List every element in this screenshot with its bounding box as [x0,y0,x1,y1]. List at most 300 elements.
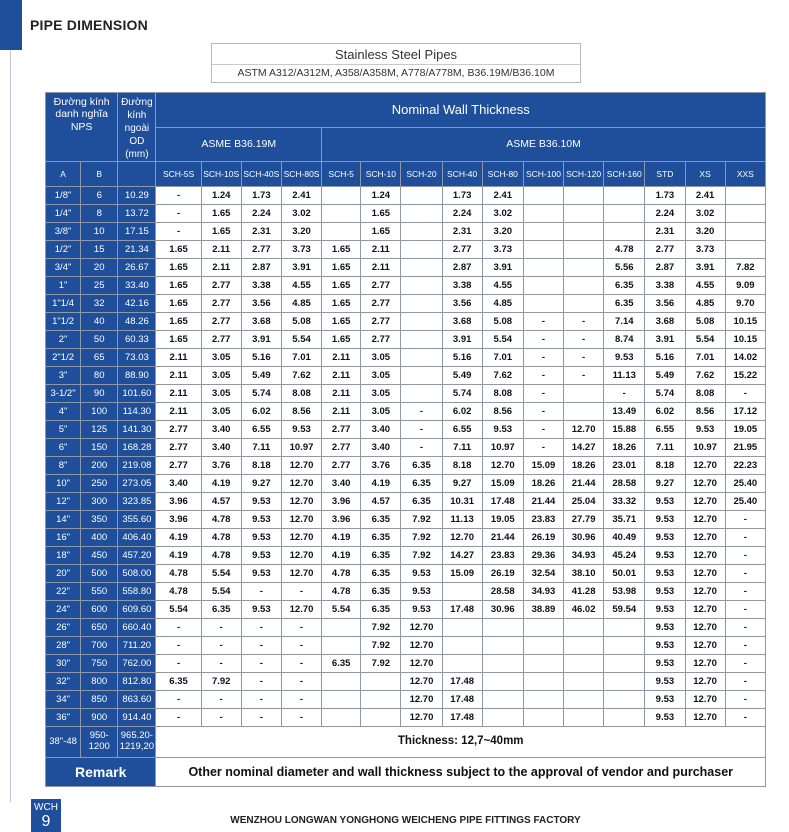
od-cell: 33.40 [118,277,156,295]
thickness-cell: 4.78 [604,241,645,259]
nps-a-cell: 1"1/2 [46,313,81,331]
thickness-cell: 2.11 [361,259,401,277]
remark-label: Remark [46,758,156,787]
thickness-cell: - [201,691,241,709]
thickness-cell: 3.56 [442,295,482,313]
thickness-cell: - [725,691,765,709]
thickness-cell: 4.78 [156,583,201,601]
thickness-cell: 3.38 [442,277,482,295]
thickness-cell: 1.65 [322,241,361,259]
thickness-cell: 8.18 [645,457,685,475]
thickness-cell: 12.70 [281,457,321,475]
thickness-cell: 2.41 [482,187,523,205]
thickness-cell [361,673,401,691]
thickness-cell: 3.20 [685,223,725,241]
thickness-cell: 13.49 [604,403,645,421]
nps-a-cell: 3/4" [46,259,81,277]
thickness-cell: 4.78 [322,583,361,601]
od-cell: 21.34 [118,241,156,259]
page-heading: PIPE DIMENSION [30,17,148,33]
thickness-cell [725,205,765,223]
thickness-cell [604,655,645,673]
thickness-cell: 9.70 [725,295,765,313]
table-row [46,529,766,547]
nps-a-cell: 1"1/4 [46,295,81,313]
thickness-cell: 12.70 [401,655,442,673]
nps-b-cell: 80 [81,367,118,385]
thickness-cell: 9.53 [645,547,685,565]
thickness-cell: 8.56 [685,403,725,421]
thickness-cell: 3.05 [361,385,401,403]
nps-b-cell: 450 [81,547,118,565]
thickness-cell: 2.11 [361,241,401,259]
thickness-cell: 26.19 [523,529,563,547]
thickness-cell: 5.16 [442,349,482,367]
thickness-cell: 1.65 [156,259,201,277]
thickness-cell: 3.20 [281,223,321,241]
thickness-cell: 5.54 [322,601,361,619]
thickness-cell [523,295,563,313]
od-cell: 273.05 [118,475,156,493]
thickness-cell: - [564,349,604,367]
thickness-cell [322,673,361,691]
thickness-cell: 9.53 [645,529,685,547]
thickness-cell: - [201,709,241,727]
thickness-cell: 4.78 [322,565,361,583]
thickness-cell [322,637,361,655]
nps-a-cell: 6" [46,439,81,457]
od-cell: 114.30 [118,403,156,421]
thickness-cell [725,241,765,259]
thickness-cell: 59.54 [604,601,645,619]
thickness-cell: 4.19 [361,475,401,493]
nps-b-cell: 20 [81,259,118,277]
thickness-cell: 9.53 [645,673,685,691]
od-cell: 323.85 [118,493,156,511]
thickness-cell [564,637,604,655]
thickness-cell: 9.53 [685,421,725,439]
thickness-cell: 10.97 [482,439,523,457]
schedule-header: SCH-10 [361,162,401,187]
thickness-cell: 4.55 [685,277,725,295]
nps-a-cell: 36" [46,709,81,727]
table-row [46,187,766,205]
thickness-cell: 3.40 [361,421,401,439]
thickness-cell: 12.70 [281,529,321,547]
thickness-cell: 8.56 [281,403,321,421]
thickness-cell: 1.65 [361,205,401,223]
thickness-cell: 2.87 [645,259,685,277]
thickness-cell [322,619,361,637]
remark-row [46,758,766,787]
thickness-cell [401,349,442,367]
page-number: 9 [41,813,51,830]
thickness-cell: 6.55 [645,421,685,439]
thickness-cell: 12.70 [685,547,725,565]
thickness-cell: 12.70 [482,457,523,475]
schedule-header: STD [645,162,685,187]
table-row [46,223,766,241]
thickness-cell [564,673,604,691]
thickness-cell: 9.53 [645,583,685,601]
table-row [46,655,766,673]
thickness-cell: 9.27 [442,475,482,493]
thickness-cell [725,223,765,241]
thickness-cell: 9.53 [645,709,685,727]
nps-a-cell: 30" [46,655,81,673]
thickness-cell: 9.27 [241,475,281,493]
od-cell: 10.29 [118,187,156,205]
thickness-cell: 12.70 [685,493,725,511]
thickness-cell [401,331,442,349]
nps-a-cell: 32" [46,673,81,691]
thickness-cell: 34.93 [523,583,563,601]
thickness-cell: 5.49 [442,367,482,385]
col-b-header: B [81,162,118,187]
schedule-header: SCH-40 [442,162,482,187]
thickness-cell: 10.97 [685,439,725,457]
thickness-cell: 5.54 [482,331,523,349]
thickness-cell [322,223,361,241]
thickness-cell [725,187,765,205]
thickness-cell: 12.70 [685,691,725,709]
nps-b-cell: 15 [81,241,118,259]
table-row [46,619,766,637]
thickness-cell: 5.16 [241,349,281,367]
nps-a-cell: 1" [46,277,81,295]
margin-line [10,50,11,802]
thickness-cell [322,187,361,205]
thickness-cell: 6.55 [442,421,482,439]
thickness-cell: 10.15 [725,331,765,349]
thickness-cell: - [725,385,765,403]
thickness-cell: 9.53 [401,565,442,583]
footer-company: WENZHOU LONGWAN YONGHONG WEICHENG PIPE FITTINGS FACTORY [230,815,581,826]
thickness-cell: 2.41 [281,187,321,205]
thickness-cell: 2.77 [361,331,401,349]
thickness-cell: - [401,403,442,421]
thickness-cell: 2.31 [645,223,685,241]
thickness-cell: 23.83 [523,511,563,529]
thickness-cell: 17.12 [725,403,765,421]
thickness-cell [482,691,523,709]
thickness-cell: 2.77 [201,331,241,349]
thickness-cell: 2.77 [156,421,201,439]
thickness-cell: 34.93 [564,547,604,565]
thickness-cell: 4.19 [156,547,201,565]
thickness-cell: 17.48 [442,673,482,691]
od-cell: 73.03 [118,349,156,367]
schedule-header: XS [685,162,725,187]
thickness-cell: 4.78 [201,511,241,529]
thickness-cell: 14.27 [564,439,604,457]
thickness-cell: 7.01 [281,349,321,367]
thickness-cell [401,385,442,403]
thickness-cell: - [241,619,281,637]
thickness-cell: 3.40 [322,475,361,493]
table-row [46,493,766,511]
thickness-cell: 1.73 [241,187,281,205]
thickness-cell: 18.26 [604,439,645,457]
thickness-cell: 1.65 [201,205,241,223]
thickness-cell: 3.73 [482,241,523,259]
table-row [46,601,766,619]
nps-a-cell: 24" [46,601,81,619]
thickness-cell: 45.24 [604,547,645,565]
thickness-cell [322,205,361,223]
od-cell: 88.90 [118,367,156,385]
thickness-cell: 2.11 [156,367,201,385]
nps-b-cell: 600 [81,601,118,619]
thickness-cell: 15.09 [442,565,482,583]
thickness-cell: 38.10 [564,565,604,583]
thickness-cell: - [523,349,563,367]
thickness-cell: 3.68 [442,313,482,331]
nps-a-cell: 2" [46,331,81,349]
thickness-cell: 1.65 [156,241,201,259]
thickness-cell: 7.92 [361,637,401,655]
table-row [46,709,766,727]
thickness-cell: - [241,637,281,655]
thickness-cell: - [156,655,201,673]
thickness-cell: - [401,421,442,439]
od-cell: 711.20 [118,637,156,655]
thickness-cell: 3.73 [685,241,725,259]
thickness-cell: - [725,511,765,529]
asme-b3619m-header: ASME B36.19M [156,127,322,162]
thickness-cell: 15.09 [523,457,563,475]
nps-b-cell: 65 [81,349,118,367]
thickness-cell [604,205,645,223]
thickness-cell: 6.02 [645,403,685,421]
thickness-cell: - [523,385,563,403]
nps-b-cell: 8 [81,205,118,223]
thickness-cell: 30.96 [482,601,523,619]
thickness-cell: 9.53 [241,547,281,565]
thickness-cell [604,691,645,709]
thickness-cell [361,691,401,709]
thickness-cell [564,403,604,421]
nps-a-cell: 26" [46,619,81,637]
thickness-cell [442,655,482,673]
schedule-header: SCH-5 [322,162,361,187]
thickness-cell: 3.96 [156,493,201,511]
thickness-cell: 25.40 [725,493,765,511]
thickness-cell [401,367,442,385]
thickness-cell: 1.24 [201,187,241,205]
thickness-cell [361,709,401,727]
thickness-cell: - [241,673,281,691]
thickness-cell [482,619,523,637]
od-cell: 26.67 [118,259,156,277]
thickness-cell: 6.35 [361,511,401,529]
thickness-cell: 7.01 [482,349,523,367]
thickness-cell: 21.44 [523,493,563,511]
nps-a-cell: 16" [46,529,81,547]
thickness-cell: - [281,673,321,691]
nps-b-cell: 25 [81,277,118,295]
thickness-cell: 12.70 [281,493,321,511]
thickness-cell: 12.70 [685,529,725,547]
thickness-cell: 6.35 [401,475,442,493]
thickness-cell: 5.74 [645,385,685,403]
nps-b-cell: 125 [81,421,118,439]
thickness-cell [482,673,523,691]
thickness-cell: 12.70 [401,691,442,709]
thickness-cell: 2.77 [361,295,401,313]
thickness-cell: 6.02 [241,403,281,421]
thickness-cell: 29.36 [523,547,563,565]
nps-header: Đường kính danh nghĩa NPS [46,93,118,162]
od-cell: 355.60 [118,511,156,529]
thickness-cell [564,295,604,313]
thickness-cell: 12.70 [685,457,725,475]
thickness-cell: 3.38 [645,277,685,295]
thickness-cell: 7.92 [361,655,401,673]
thickness-cell: 12.70 [401,619,442,637]
thickness-cell: 7.92 [401,529,442,547]
remark-text: Other nominal diameter and wall thickness subject to the approval of vendor and purchaser [156,758,766,787]
table-row [46,313,766,331]
thickness-cell [523,259,563,277]
thickness-cell: 21.95 [725,439,765,457]
thickness-cell: 5.54 [281,331,321,349]
thickness-cell: 2.77 [442,241,482,259]
schedule-header: SCH-160 [604,162,645,187]
thickness-cell: 12.70 [685,475,725,493]
thickness-cell: 9.53 [645,691,685,709]
thickness-cell: 11.13 [442,511,482,529]
thickness-cell: 1.65 [156,331,201,349]
thickness-cell [523,277,563,295]
nps-b-cell: 90 [81,385,118,403]
table-row [46,349,766,367]
nps-a-cell: 3/8" [46,223,81,241]
thickness-cell [482,709,523,727]
nps-a-cell: 28" [46,637,81,655]
thickness-cell: - [281,583,321,601]
thickness-cell: 3.68 [645,313,685,331]
thickness-cell: 1.65 [322,259,361,277]
thickness-cell: 1.65 [322,295,361,313]
thickness-cell: 7.62 [482,367,523,385]
thickness-cell: 3.56 [241,295,281,313]
thickness-cell: 3.96 [156,511,201,529]
thickness-cell: 2.11 [156,403,201,421]
thickness-cell: 3.91 [482,259,523,277]
thickness-cell: 9.53 [645,619,685,637]
thickness-cell: - [156,709,201,727]
table-row [46,439,766,457]
thickness-cell: 2.11 [322,385,361,403]
nps-b-cell: 650 [81,619,118,637]
thickness-cell: 9.53 [401,583,442,601]
nps-a-cell: 18" [46,547,81,565]
thickness-cell: 2.24 [442,205,482,223]
table-row [46,565,766,583]
nps-b-cell: 10 [81,223,118,241]
thickness-cell: 12.70 [685,565,725,583]
thickness-cell: 46.02 [564,601,604,619]
thickness-cell: 12.70 [281,547,321,565]
thickness-cell [523,673,563,691]
nps-b-cell: 400 [81,529,118,547]
large-size-thickness: Thickness: 12,7~40mm [156,727,766,758]
od-cell: 457.20 [118,547,156,565]
od-cell: 168.28 [118,439,156,457]
thickness-cell [401,205,442,223]
thickness-cell: 3.02 [281,205,321,223]
thickness-cell: 18.26 [564,457,604,475]
thickness-cell: 12.70 [685,637,725,655]
od-cell: 219.08 [118,457,156,475]
thickness-cell: 2.11 [201,241,241,259]
thickness-cell [442,637,482,655]
nps-a-cell: 38"-48 [46,727,81,758]
table-row [46,673,766,691]
thickness-cell: 12.70 [442,529,482,547]
thickness-cell: 7.11 [442,439,482,457]
thickness-cell: - [156,691,201,709]
thickness-cell: - [725,655,765,673]
nps-a-cell: 1/8" [46,187,81,205]
thickness-cell: 9.53 [241,601,281,619]
thickness-cell: 10.15 [725,313,765,331]
od-cell: 60.33 [118,331,156,349]
thickness-cell: 17.48 [482,493,523,511]
thickness-cell [482,655,523,673]
thickness-cell: 5.49 [645,367,685,385]
thickness-cell: 3.91 [645,331,685,349]
nps-b-cell: 800 [81,673,118,691]
thickness-cell [401,187,442,205]
thickness-cell: 8.08 [281,385,321,403]
thickness-cell: 7.92 [361,619,401,637]
nps-b-cell: 350 [81,511,118,529]
thickness-cell: 2.87 [241,259,281,277]
thickness-cell: 3.91 [241,331,281,349]
od-cell: 812.80 [118,673,156,691]
thickness-cell [523,655,563,673]
thickness-cell: 5.16 [645,349,685,367]
table-row [46,457,766,475]
table-row [46,691,766,709]
thickness-cell: 7.92 [401,547,442,565]
thickness-cell: 4.85 [482,295,523,313]
schedule-header: SCH-10S [201,162,241,187]
thickness-cell: 15.88 [604,421,645,439]
nps-a-cell: 4" [46,403,81,421]
thickness-cell: 3.05 [201,385,241,403]
schedule-header: SCH-120 [564,162,604,187]
thickness-cell: - [725,601,765,619]
nps-b-cell: 100 [81,403,118,421]
thickness-cell: 3.05 [201,349,241,367]
thickness-cell: 1.73 [645,187,685,205]
thickness-cell: 9.53 [241,565,281,583]
thickness-cell: 8.56 [482,403,523,421]
thickness-cell: 1.65 [322,331,361,349]
badge-label: WCH [34,802,58,813]
thickness-cell: 4.19 [322,547,361,565]
thickness-cell: 7.82 [725,259,765,277]
thickness-cell: 3.76 [361,457,401,475]
thickness-cell: 9.53 [281,421,321,439]
thickness-cell: - [725,709,765,727]
thickness-cell: 2.77 [361,277,401,295]
accent-bar [0,0,22,50]
thickness-cell: 4.57 [361,493,401,511]
